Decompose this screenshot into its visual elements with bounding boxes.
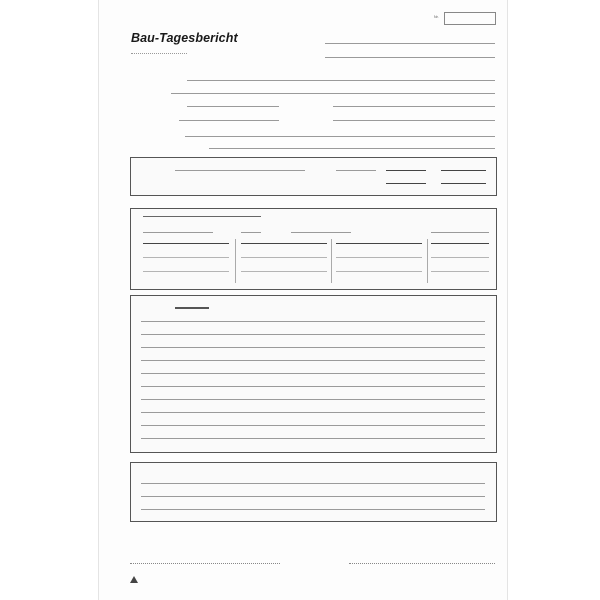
form-sheet <box>98 0 508 600</box>
nr-field[interactable] <box>444 12 496 25</box>
ruled-line[interactable] <box>141 425 485 426</box>
table-line[interactable] <box>431 271 489 272</box>
table-line[interactable] <box>143 243 229 244</box>
column-divider <box>331 239 332 283</box>
field-line[interactable] <box>386 170 426 171</box>
table-line[interactable] <box>431 257 489 258</box>
field-line[interactable] <box>325 57 495 58</box>
field-line[interactable] <box>441 183 486 184</box>
field-line[interactable] <box>336 170 376 171</box>
section-work <box>130 295 497 453</box>
field-line[interactable] <box>291 232 351 233</box>
ruled-line[interactable] <box>141 321 485 322</box>
table-line[interactable] <box>431 243 489 244</box>
table-line[interactable] <box>143 257 229 258</box>
ruled-line[interactable] <box>141 347 485 348</box>
ruled-line[interactable] <box>141 438 485 439</box>
ruled-line[interactable] <box>141 386 485 387</box>
table-line[interactable] <box>336 243 422 244</box>
table-line[interactable] <box>241 257 327 258</box>
ruled-line[interactable] <box>141 360 485 361</box>
field-line[interactable] <box>386 183 426 184</box>
table-line[interactable] <box>241 271 327 272</box>
field-line[interactable] <box>441 170 486 171</box>
section-heading-line <box>143 216 261 217</box>
publisher-logo-icon <box>130 576 138 583</box>
field-line[interactable] <box>333 106 495 107</box>
field-line[interactable] <box>333 120 495 121</box>
table-line[interactable] <box>241 243 327 244</box>
table-line[interactable] <box>336 257 422 258</box>
section-remarks <box>130 462 497 522</box>
signature-line[interactable] <box>349 563 495 564</box>
field-line[interactable] <box>209 148 495 149</box>
section-heading-line <box>175 307 209 309</box>
table-line[interactable] <box>336 271 422 272</box>
column-divider <box>427 239 428 283</box>
title-subline <box>131 53 187 54</box>
section-weather <box>130 157 497 196</box>
column-divider <box>235 239 236 283</box>
page-title: Bau-Tagesbericht <box>131 31 238 45</box>
field-line[interactable] <box>175 170 305 171</box>
field-line[interactable] <box>143 232 213 233</box>
field-line[interactable] <box>325 43 495 44</box>
field-line[interactable] <box>171 93 495 94</box>
field-line[interactable] <box>241 232 261 233</box>
ruled-line[interactable] <box>141 496 485 497</box>
field-line[interactable] <box>179 120 279 121</box>
field-line[interactable] <box>187 80 495 81</box>
table-line[interactable] <box>143 271 229 272</box>
ruled-line[interactable] <box>141 334 485 335</box>
field-line[interactable] <box>431 232 489 233</box>
field-line[interactable] <box>187 106 279 107</box>
ruled-line[interactable] <box>141 509 485 510</box>
ruled-line[interactable] <box>141 399 485 400</box>
field-line[interactable] <box>185 136 495 137</box>
section-staff <box>130 208 497 290</box>
signature-line[interactable] <box>130 563 280 564</box>
ruled-line[interactable] <box>141 412 485 413</box>
ruled-line[interactable] <box>141 483 485 484</box>
nr-label: Nr. <box>434 15 439 19</box>
ruled-line[interactable] <box>141 373 485 374</box>
